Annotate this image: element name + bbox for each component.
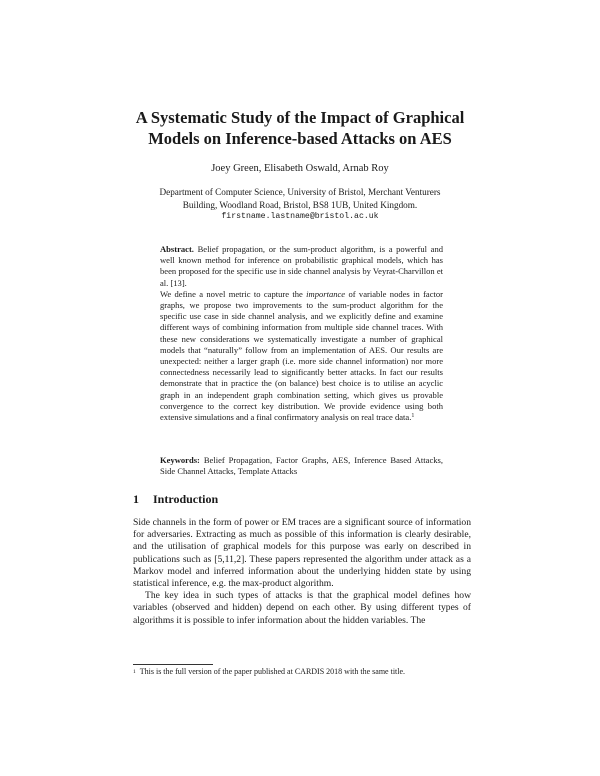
title-line-2: Models on Inference-based Attacks on AES bbox=[148, 129, 452, 148]
body-paragraph-2: The key idea in such types of attacks is that the graphical model defines how variables (observed and hidden) depend on each other. By using different types of algorithms it is possible to infer information about the hidden variables. The bbox=[133, 590, 471, 626]
abstract-para-2 bbox=[160, 289, 443, 423]
abstract bbox=[160, 244, 443, 423]
keywords-label: Keywords: bbox=[160, 455, 200, 465]
abstract-text-2a: We define a novel metric to capture the bbox=[160, 288, 307, 299]
footnote-marker[interactable]: 1 bbox=[411, 413, 415, 420]
abstract-para-1 bbox=[160, 244, 443, 289]
section-title: Introduction bbox=[153, 492, 219, 506]
author-list: Joey Green, Elisabeth Oswald, Arnab Roy bbox=[211, 163, 389, 174]
title-line-1: A Systematic Study of the Impact of Graphical bbox=[135, 108, 465, 127]
affiliation bbox=[110, 186, 490, 224]
section-body bbox=[133, 517, 471, 627]
section-heading bbox=[133, 492, 473, 507]
footnote-text: This is the full version of the paper published at CARDIS 2018 with the same title. bbox=[139, 667, 406, 676]
body-paragraph-1: Side channels in the form of power or EM traces are a significant source of information for adversaries. Extracting as much as possible of this information is clearly desirable, and the utilisation of graphical models for this purpose was early on described in publications such as [5,11,2]. These papers represented the algorithm under attack as a Markov model and inferred information about the underlying hidden state by using statistical inference, e.g. the max-product algorithm. bbox=[133, 517, 471, 590]
affiliation-line-1: Department of Computer Science, University of Bristol, Merchant Venturers bbox=[159, 187, 441, 197]
footnote-rule bbox=[133, 664, 213, 665]
abstract-text-2b: of variable nodes in factor graphs, we propose two improvements to the sum-product algorithm for the specific use case in side channel analysis, and we explicitly define and examine different ways of combining information from multiple side channel traces. With these new considerations we systematically investigate a number of graphical models that “naturally” follow from an implementation of AES. Our results are unexpected: neither a larger graph (i.e. more side channel information) nor more connectedness necessarily lead to significantly better attacks. In fact our results demonstrate that in practice the (on balance) best choice is to utilise an acyclic graph in an independent graph combination setting, which gives us provable convergence to the correct key distribution. We provide evidence using both extensive simulations and a final confirmatory analysis on real trace data. bbox=[160, 288, 444, 423]
keywords bbox=[160, 455, 443, 477]
paper-title bbox=[100, 107, 500, 149]
affiliation-line-2: Building, Woodland Road, Bristol, BS8 1UB, United Kingdom. bbox=[182, 199, 418, 210]
abstract-label: Abstract. bbox=[160, 244, 194, 254]
abstract-text-1: Belief propagation, or the sum-product algorithm, is a powerful and well known method for inference on probabilistic graphical models, which has been proposed for the specific use in side channel analysis by Veyrat-Charvillon et al. [13]. bbox=[160, 244, 443, 288]
footnote bbox=[133, 667, 473, 677]
footnote-number: 1 bbox=[133, 669, 136, 675]
author-email: firstname.lastname@bristol.ac.uk bbox=[221, 212, 379, 221]
abstract-emphasis: importance bbox=[306, 288, 346, 299]
section-number: 1 bbox=[133, 492, 139, 506]
keywords-text: Belief Propagation, Factor Graphs, AES, Inference Based Attacks, Side Channel Attacks, Template Attacks bbox=[160, 455, 444, 477]
